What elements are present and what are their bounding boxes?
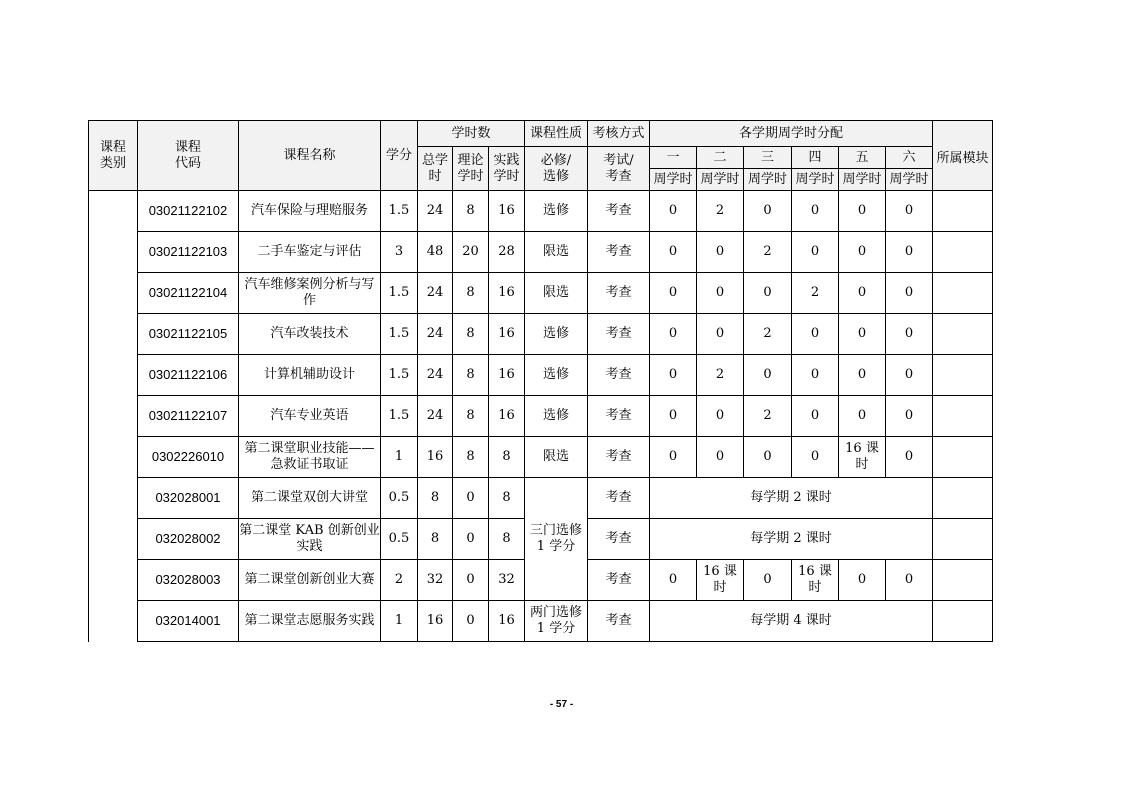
semester-hours: 0	[792, 355, 839, 396]
semester-hours: 0	[697, 396, 744, 437]
header-nature-group: 课程性质	[525, 121, 588, 147]
semester-hours: 0	[650, 232, 697, 273]
semester-note: 每学期 2 课时	[650, 478, 933, 519]
module-cell	[933, 560, 993, 601]
table-row	[89, 273, 993, 314]
semester-hours: 2	[792, 273, 839, 314]
course-credits: 2	[381, 560, 418, 601]
semester-hours: 0	[697, 273, 744, 314]
semester-hours: 0	[744, 273, 792, 314]
module-cell	[933, 396, 993, 437]
course-credits: 3	[381, 232, 418, 273]
semester-note: 每学期 2 课时	[650, 519, 933, 560]
header-weekly-hours-3: 周学时	[744, 169, 792, 191]
header-hours-group: 学时数	[418, 121, 525, 147]
semester-hours: 0	[839, 560, 886, 601]
course-total-hours: 24	[418, 314, 453, 355]
course-theory-hours: 8	[453, 273, 489, 314]
semester-hours: 0	[792, 191, 839, 232]
module-cell	[933, 273, 993, 314]
course-table	[88, 120, 993, 642]
course-practice-hours: 16	[489, 191, 525, 232]
course-name: 汽车专业英语	[239, 396, 381, 437]
course-exam: 考查	[588, 314, 650, 355]
course-code: 032028003	[138, 560, 239, 601]
course-practice-hours: 28	[489, 232, 525, 273]
course-exam: 考查	[588, 355, 650, 396]
semester-hours: 0	[650, 273, 697, 314]
semester-hours: 0	[744, 191, 792, 232]
course-theory-hours: 0	[453, 478, 489, 519]
course-nature: 限选	[525, 232, 588, 273]
header-semester-1: 一	[650, 147, 697, 169]
course-exam: 考查	[588, 191, 650, 232]
header-theory-hours: 理论 学时	[453, 147, 489, 191]
semester-hours: 2	[744, 314, 792, 355]
course-code: 03021122102	[138, 191, 239, 232]
course-total-hours: 24	[418, 396, 453, 437]
header-semester-group: 各学期周学时分配	[650, 121, 933, 147]
course-code: 03021122104	[138, 273, 239, 314]
course-total-hours: 48	[418, 232, 453, 273]
course-exam: 考查	[588, 478, 650, 519]
semester-hours: 0	[886, 560, 933, 601]
course-theory-hours: 8	[453, 437, 489, 478]
course-nature: 选修	[525, 314, 588, 355]
course-exam: 考查	[588, 437, 650, 478]
header-credits: 学分	[381, 121, 418, 191]
course-practice-hours: 16	[489, 396, 525, 437]
semester-hours: 0	[650, 191, 697, 232]
header-total-hours: 总学 时	[418, 147, 453, 191]
course-code: 032028001	[138, 478, 239, 519]
course-name: 汽车改装技术	[239, 314, 381, 355]
semester-hours: 0	[886, 314, 933, 355]
course-practice-hours: 16	[489, 314, 525, 355]
module-cell	[933, 314, 993, 355]
course-total-hours: 24	[418, 191, 453, 232]
course-name: 第二课堂志愿服务实践	[239, 601, 381, 642]
semester-hours: 0	[744, 355, 792, 396]
table-row	[89, 437, 993, 478]
header-weekly-hours-1: 周学时	[650, 169, 697, 191]
course-credits: 1.5	[381, 314, 418, 355]
course-exam: 考查	[588, 519, 650, 560]
course-code: 03021122107	[138, 396, 239, 437]
semester-hours: 0	[839, 355, 886, 396]
module-cell	[933, 601, 993, 642]
course-total-hours: 16	[418, 437, 453, 478]
semester-hours: 0	[650, 437, 697, 478]
course-theory-hours: 8	[453, 396, 489, 437]
course-practice-hours: 16	[489, 601, 525, 642]
header-weekly-hours-5: 周学时	[839, 169, 886, 191]
course-name: 汽车维修案例分析与写作	[239, 273, 381, 314]
module-cell	[933, 191, 993, 232]
semester-hours: 0	[697, 437, 744, 478]
semester-hours: 0	[744, 437, 792, 478]
header-code: 课程 代码	[138, 121, 239, 191]
header-semester-3: 三	[744, 147, 792, 169]
semester-hours: 16 课时	[792, 560, 839, 601]
semester-hours: 0	[839, 396, 886, 437]
course-code: 03021122105	[138, 314, 239, 355]
course-nature: 限选	[525, 437, 588, 478]
course-name: 第二课堂创新创业大赛	[239, 560, 381, 601]
course-credits: 1.5	[381, 355, 418, 396]
course-exam: 考查	[588, 273, 650, 314]
course-nature: 限选	[525, 273, 588, 314]
course-nature: 选修	[525, 191, 588, 232]
semester-hours: 0	[886, 191, 933, 232]
course-total-hours: 24	[418, 355, 453, 396]
course-name: 第二课堂职业技能——急救证书取证	[239, 437, 381, 478]
semester-hours: 0	[839, 232, 886, 273]
category-cell	[89, 191, 138, 642]
semester-hours: 0	[697, 314, 744, 355]
semester-hours: 2	[697, 191, 744, 232]
semester-hours: 0	[650, 560, 697, 601]
course-practice-hours: 8	[489, 519, 525, 560]
semester-hours: 0	[792, 396, 839, 437]
semester-hours: 0	[886, 232, 933, 273]
course-total-hours: 16	[418, 601, 453, 642]
course-theory-hours: 8	[453, 191, 489, 232]
course-nature: 选修	[525, 355, 588, 396]
course-practice-hours: 32	[489, 560, 525, 601]
table-row	[89, 478, 993, 519]
header-semester-6: 六	[886, 147, 933, 169]
course-exam: 考查	[588, 601, 650, 642]
header-nature: 必修/ 选修	[525, 147, 588, 191]
course-theory-hours: 8	[453, 355, 489, 396]
semester-hours: 0	[886, 437, 933, 478]
semester-hours: 0	[792, 314, 839, 355]
course-theory-hours: 20	[453, 232, 489, 273]
semester-hours: 0	[650, 314, 697, 355]
course-code: 03021122103	[138, 232, 239, 273]
header-practice-hours: 实践 学时	[489, 147, 525, 191]
course-name: 汽车保险与理赔服务	[239, 191, 381, 232]
course-total-hours: 8	[418, 478, 453, 519]
semester-hours: 0	[886, 273, 933, 314]
header-name: 课程名称	[239, 121, 381, 191]
header-module: 所属模块	[933, 121, 993, 191]
course-code: 0302226010	[138, 437, 239, 478]
table-row	[89, 355, 993, 396]
semester-hours: 0	[697, 232, 744, 273]
semester-hours: 0	[792, 232, 839, 273]
course-practice-hours: 16	[489, 273, 525, 314]
module-cell	[933, 437, 993, 478]
course-credits: 1.5	[381, 273, 418, 314]
semester-hours: 0	[886, 355, 933, 396]
module-cell	[933, 519, 993, 560]
header-exam: 考试/ 考查	[588, 147, 650, 191]
course-theory-hours: 0	[453, 560, 489, 601]
semester-hours: 0	[886, 396, 933, 437]
table-row	[89, 191, 993, 232]
semester-hours: 0	[839, 314, 886, 355]
semester-hours: 0	[650, 396, 697, 437]
course-theory-hours: 0	[453, 601, 489, 642]
course-practice-hours: 16	[489, 355, 525, 396]
table-row	[89, 232, 993, 273]
course-theory-hours: 0	[453, 519, 489, 560]
course-exam: 考查	[588, 560, 650, 601]
table-row	[89, 314, 993, 355]
course-name: 第二课堂 KAB 创新创业实践	[239, 519, 381, 560]
course-nature: 选修	[525, 396, 588, 437]
module-cell	[933, 355, 993, 396]
course-exam: 考查	[588, 396, 650, 437]
semester-hours: 16 课时	[839, 437, 886, 478]
semester-hours: 2	[697, 355, 744, 396]
course-nature: 两门选修 1 学分	[525, 601, 588, 642]
semester-hours: 16 课时	[697, 560, 744, 601]
module-cell	[933, 478, 993, 519]
table-row	[89, 396, 993, 437]
course-name: 二手车鉴定与评估	[239, 232, 381, 273]
course-theory-hours: 8	[453, 314, 489, 355]
course-name: 第二课堂双创大讲堂	[239, 478, 381, 519]
header-weekly-hours-2: 周学时	[697, 169, 744, 191]
course-credits: 0.5	[381, 478, 418, 519]
table-row	[89, 601, 993, 642]
semester-hours: 2	[744, 232, 792, 273]
header-semester-4: 四	[792, 147, 839, 169]
page-number: - 57 -	[549, 699, 574, 710]
course-exam: 考查	[588, 232, 650, 273]
course-code: 032014001	[138, 601, 239, 642]
course-code: 032028002	[138, 519, 239, 560]
course-name: 计算机辅助设计	[239, 355, 381, 396]
header-exam-group: 考核方式	[588, 121, 650, 147]
course-code: 03021122106	[138, 355, 239, 396]
course-credits: 1.5	[381, 396, 418, 437]
semester-hours: 0	[839, 191, 886, 232]
header-category: 课程 类别	[89, 121, 138, 191]
course-total-hours: 8	[418, 519, 453, 560]
course-credits: 1.5	[381, 191, 418, 232]
course-credits: 1	[381, 437, 418, 478]
course-total-hours: 24	[418, 273, 453, 314]
course-practice-hours: 8	[489, 437, 525, 478]
header-weekly-hours-4: 周学时	[792, 169, 839, 191]
semester-hours: 0	[839, 273, 886, 314]
header-semester-2: 二	[697, 147, 744, 169]
semester-hours: 2	[744, 396, 792, 437]
semester-hours: 0	[744, 560, 792, 601]
course-credits: 0.5	[381, 519, 418, 560]
course-nature-merged: 三门选修 1 学分	[525, 478, 588, 601]
semester-note: 每学期 4 课时	[650, 601, 933, 642]
header-semester-5: 五	[839, 147, 886, 169]
course-total-hours: 32	[418, 560, 453, 601]
semester-hours: 0	[650, 355, 697, 396]
header-weekly-hours-6: 周学时	[886, 169, 933, 191]
module-cell	[933, 232, 993, 273]
semester-hours: 0	[792, 437, 839, 478]
course-practice-hours: 8	[489, 478, 525, 519]
course-credits: 1	[381, 601, 418, 642]
